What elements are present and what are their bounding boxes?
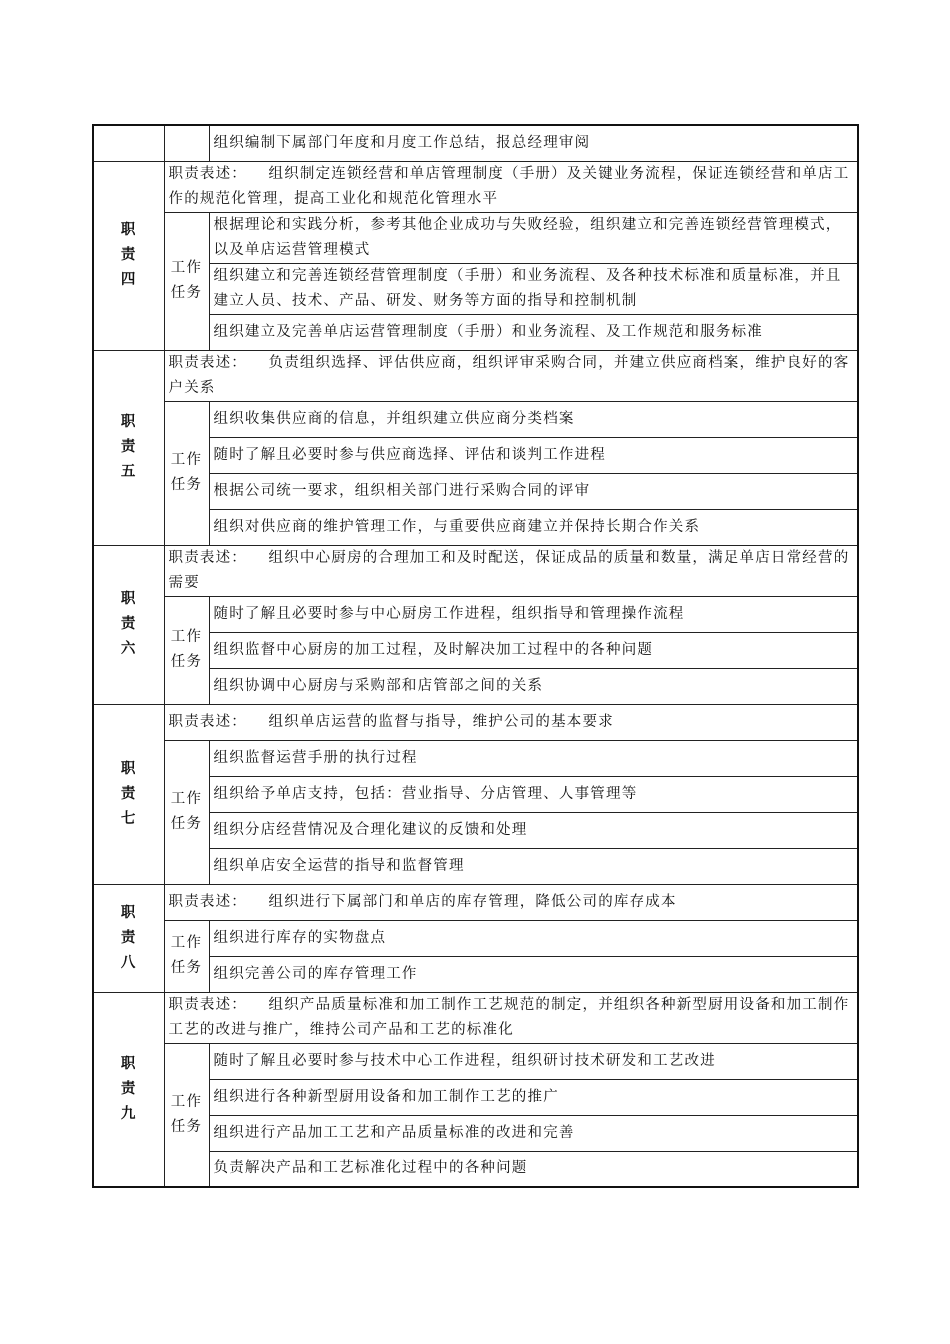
duty-name-cell bbox=[93, 884, 164, 992]
duty-name: 职责八 bbox=[120, 904, 137, 971]
duty-description: 组织中心厨房的合理加工和及时配送，保证成品的质量和数量，满足单店日常经营的需要 bbox=[168, 549, 850, 591]
duty-name-cell bbox=[93, 161, 164, 350]
duty-name: 职责七 bbox=[120, 760, 137, 827]
task-row bbox=[93, 212, 858, 263]
duty-name: 职责九 bbox=[120, 1055, 137, 1122]
task-text: 组织协调中心厨房与采购部和店管部之间的关系 bbox=[209, 668, 858, 704]
task-label: 工作任务 bbox=[170, 629, 203, 670]
duty-name-cell bbox=[93, 350, 164, 545]
duty-name-cell bbox=[93, 992, 164, 1187]
duty-description-cell bbox=[164, 350, 858, 401]
duty-description: 组织产品质量标准和加工制作工艺规范的制定，并组织各种新型厨用设备和加工制作工艺的改进与推广，维持公司产品和工艺的标准化 bbox=[168, 996, 850, 1038]
table-body bbox=[93, 125, 858, 1187]
duty-name-cell bbox=[93, 704, 164, 884]
empty-cell bbox=[164, 125, 209, 161]
duty-description: 组织制定连锁经营和单店管理制度（手册）及关键业务流程，保证连锁经营和单店工作的规范化管理，提高工业化和规范化管理水平 bbox=[168, 165, 850, 207]
description-label: 职责表述： bbox=[168, 354, 247, 371]
table-row bbox=[93, 125, 858, 161]
duty-name: 职责六 bbox=[120, 591, 137, 657]
task-label: 工作任务 bbox=[170, 452, 203, 493]
task-text: 组织分店经营情况及合理化建议的反馈和处理 bbox=[209, 812, 858, 848]
task-text: 组织建立及完善单店运营管理制度（手册）和业务流程、及工作规范和服务标准 bbox=[209, 314, 858, 350]
duty-description-cell bbox=[164, 545, 858, 596]
task-text: 根据理论和实践分析，参考其他企业成功与失败经验，组织建立和完善连锁经营管理模式，以及单店运营管理模式 bbox=[209, 212, 858, 263]
task-label-cell bbox=[164, 1043, 209, 1187]
description-label: 职责表述： bbox=[168, 549, 247, 566]
task-text: 组织完善公司的库存管理工作 bbox=[209, 956, 858, 992]
duty-description: 负责组织选择、评估供应商，组织评审采购合同，并建立供应商档案，维护良好的客户关系 bbox=[168, 354, 850, 396]
duty-description-cell bbox=[164, 992, 858, 1043]
duty-name: 职责四 bbox=[120, 222, 137, 288]
task-label-cell bbox=[164, 920, 209, 992]
duty-description-row bbox=[93, 992, 858, 1043]
duty-name-cell bbox=[93, 545, 164, 704]
task-label-cell bbox=[164, 740, 209, 884]
task-text: 组织建立和完善连锁经营管理制度（手册）和业务流程、及各种技术标准和质量标准，并且建立人员、技术、产品、研发、财务等方面的指导和控制机制 bbox=[209, 263, 858, 314]
task-row bbox=[93, 740, 858, 776]
task-text: 组织监督运营手册的执行过程 bbox=[209, 740, 858, 776]
task-text: 组织监督中心厨房的加工过程，及时解决加工过程中的各种问题 bbox=[209, 632, 858, 668]
description-label: 职责表述： bbox=[168, 165, 247, 182]
duty-description-row bbox=[93, 704, 858, 740]
duty-description-row bbox=[93, 161, 858, 212]
duty-description-cell bbox=[164, 704, 858, 740]
description-label: 职责表述： bbox=[168, 893, 247, 910]
task-row bbox=[93, 401, 858, 437]
task-label-cell bbox=[164, 596, 209, 704]
duty-description-row bbox=[93, 884, 858, 920]
task-text: 组织对供应商的维护管理工作，与重要供应商建立并保持长期合作关系 bbox=[209, 509, 858, 545]
duty-description-cell bbox=[164, 884, 858, 920]
task-row bbox=[93, 1043, 858, 1079]
task-text: 根据公司统一要求，组织相关部门进行采购合同的评审 bbox=[209, 473, 858, 509]
task-label-cell bbox=[164, 401, 209, 545]
task-text: 组织收集供应商的信息，并组织建立供应商分类档案 bbox=[209, 401, 858, 437]
task-text: 组织给予单店支持，包括：营业指导、分店管理、人事管理等 bbox=[209, 776, 858, 812]
task-label: 工作任务 bbox=[170, 935, 203, 976]
task-text: 随时了解且必要时参与技术中心工作进程，组织研讨技术研发和工艺改进 bbox=[209, 1043, 858, 1079]
duty-description-row bbox=[93, 350, 858, 401]
task-text: 组织进行各种新型厨用设备和加工制作工艺的推广 bbox=[209, 1079, 858, 1115]
task-text: 组织进行产品加工工艺和产品质量标准的改进和完善 bbox=[209, 1115, 858, 1151]
task-label: 工作任务 bbox=[170, 260, 203, 301]
duty-description-row bbox=[93, 545, 858, 596]
duty-table bbox=[92, 124, 859, 1188]
task-row bbox=[93, 596, 858, 632]
duty-description: 组织进行下属部门和单店的库存管理，降低公司的库存成本 bbox=[268, 893, 677, 910]
duty-description-cell bbox=[164, 161, 858, 212]
task-text: 负责解决产品和工艺标准化过程中的各种问题 bbox=[209, 1151, 858, 1187]
task-row bbox=[93, 920, 858, 956]
task-text: 组织进行库存的实物盘点 bbox=[209, 920, 858, 956]
duty-description: 组织单店运营的监督与指导，维护公司的基本要求 bbox=[268, 713, 614, 730]
empty-cell bbox=[93, 125, 164, 161]
task-text: 组织单店安全运营的指导和监督管理 bbox=[209, 848, 858, 884]
top-task-text: 组织编制下属部门年度和月度工作总结，报总经理审阅 bbox=[209, 125, 858, 161]
duty-name: 职责五 bbox=[120, 414, 137, 480]
task-label-cell bbox=[164, 212, 209, 350]
task-text: 随时了解且必要时参与中心厨房工作进程，组织指导和管理操作流程 bbox=[209, 596, 858, 632]
description-label: 职责表述： bbox=[168, 996, 247, 1013]
task-label: 工作任务 bbox=[170, 1093, 203, 1135]
task-text: 随时了解且必要时参与供应商选择、评估和谈判工作进程 bbox=[209, 437, 858, 473]
description-label: 职责表述： bbox=[168, 713, 247, 730]
task-label: 工作任务 bbox=[170, 791, 203, 832]
